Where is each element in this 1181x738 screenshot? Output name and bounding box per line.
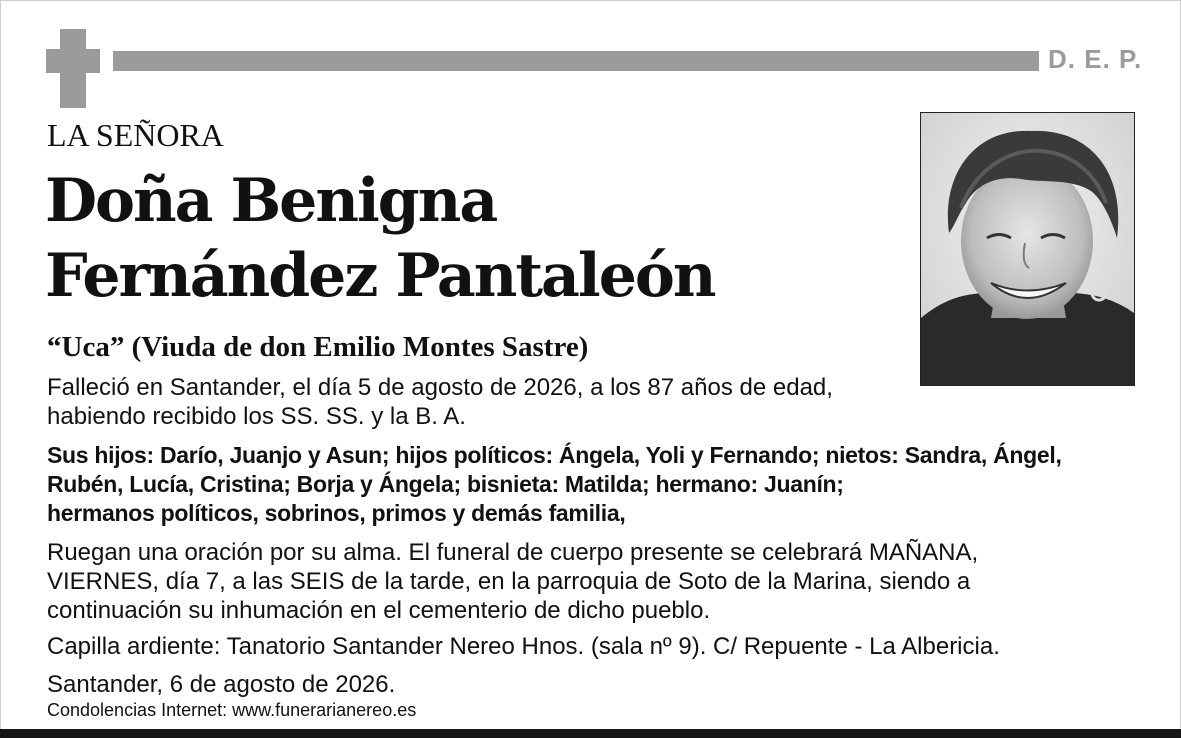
family-line3: hermanos políticos, sobrinos, primos y demás familia, (47, 500, 626, 526)
funeral-details (47, 538, 1137, 625)
bottom-rule (0, 729, 1181, 738)
funeral-line3: continuación su inhumación en el cementerio de dicho pueblo. (47, 597, 711, 624)
family-list (47, 441, 1137, 528)
chapel-info: Capilla ardiente: Tanatorio Santander Nereo Hnos. (sala nº 9). C/ Repuente - La Albericia. (47, 633, 1000, 660)
family-line1: Sus hijos: Darío, Juanjo y Asun; hijos políticos: Ángela, Yoli y Fernando; nietos: Sandra, Ángel, (47, 442, 1062, 468)
funeral-line1: Ruegan una oración por su alma. El funeral de cuerpo presente se celebrará MAÑANA, (47, 539, 979, 566)
deceased-portrait-photo (920, 112, 1135, 386)
dep-label: D. E. P. (1048, 44, 1143, 74)
header-rule (113, 51, 1039, 71)
latin-cross-icon (46, 29, 100, 108)
honorific-title: LA SEÑORA (47, 117, 224, 153)
nickname-widow-line: “Uca” (Viuda de don Emilio Montes Sastre) (47, 331, 589, 363)
place-date: Santander, 6 de agosto de 2026. (47, 671, 396, 698)
deceased-name-line2: Fernández Pantaleón (45, 241, 715, 311)
death-line2: habiendo recibido los SS. SS. y la B. A. (47, 403, 466, 430)
family-line2: Rubén, Lucía, Cristina; Borja y Ángela; bisnieta: Matilda; hermano: Juanín; (47, 471, 844, 497)
funeral-line2: VIERNES, día 7, a las SEIS de la tarde, en la parroquia de Soto de la Marina, siendo a (47, 568, 971, 595)
deceased-name-line1: Doña Benigna (45, 166, 497, 236)
condolences-link[interactable]: Condolencias Internet: www.funerarianereo.es (47, 700, 417, 720)
death-line1: Falleció en Santander, el día 5 de agosto de 2026, a los 87 años de edad, (47, 374, 833, 401)
deceased-name (45, 164, 905, 314)
